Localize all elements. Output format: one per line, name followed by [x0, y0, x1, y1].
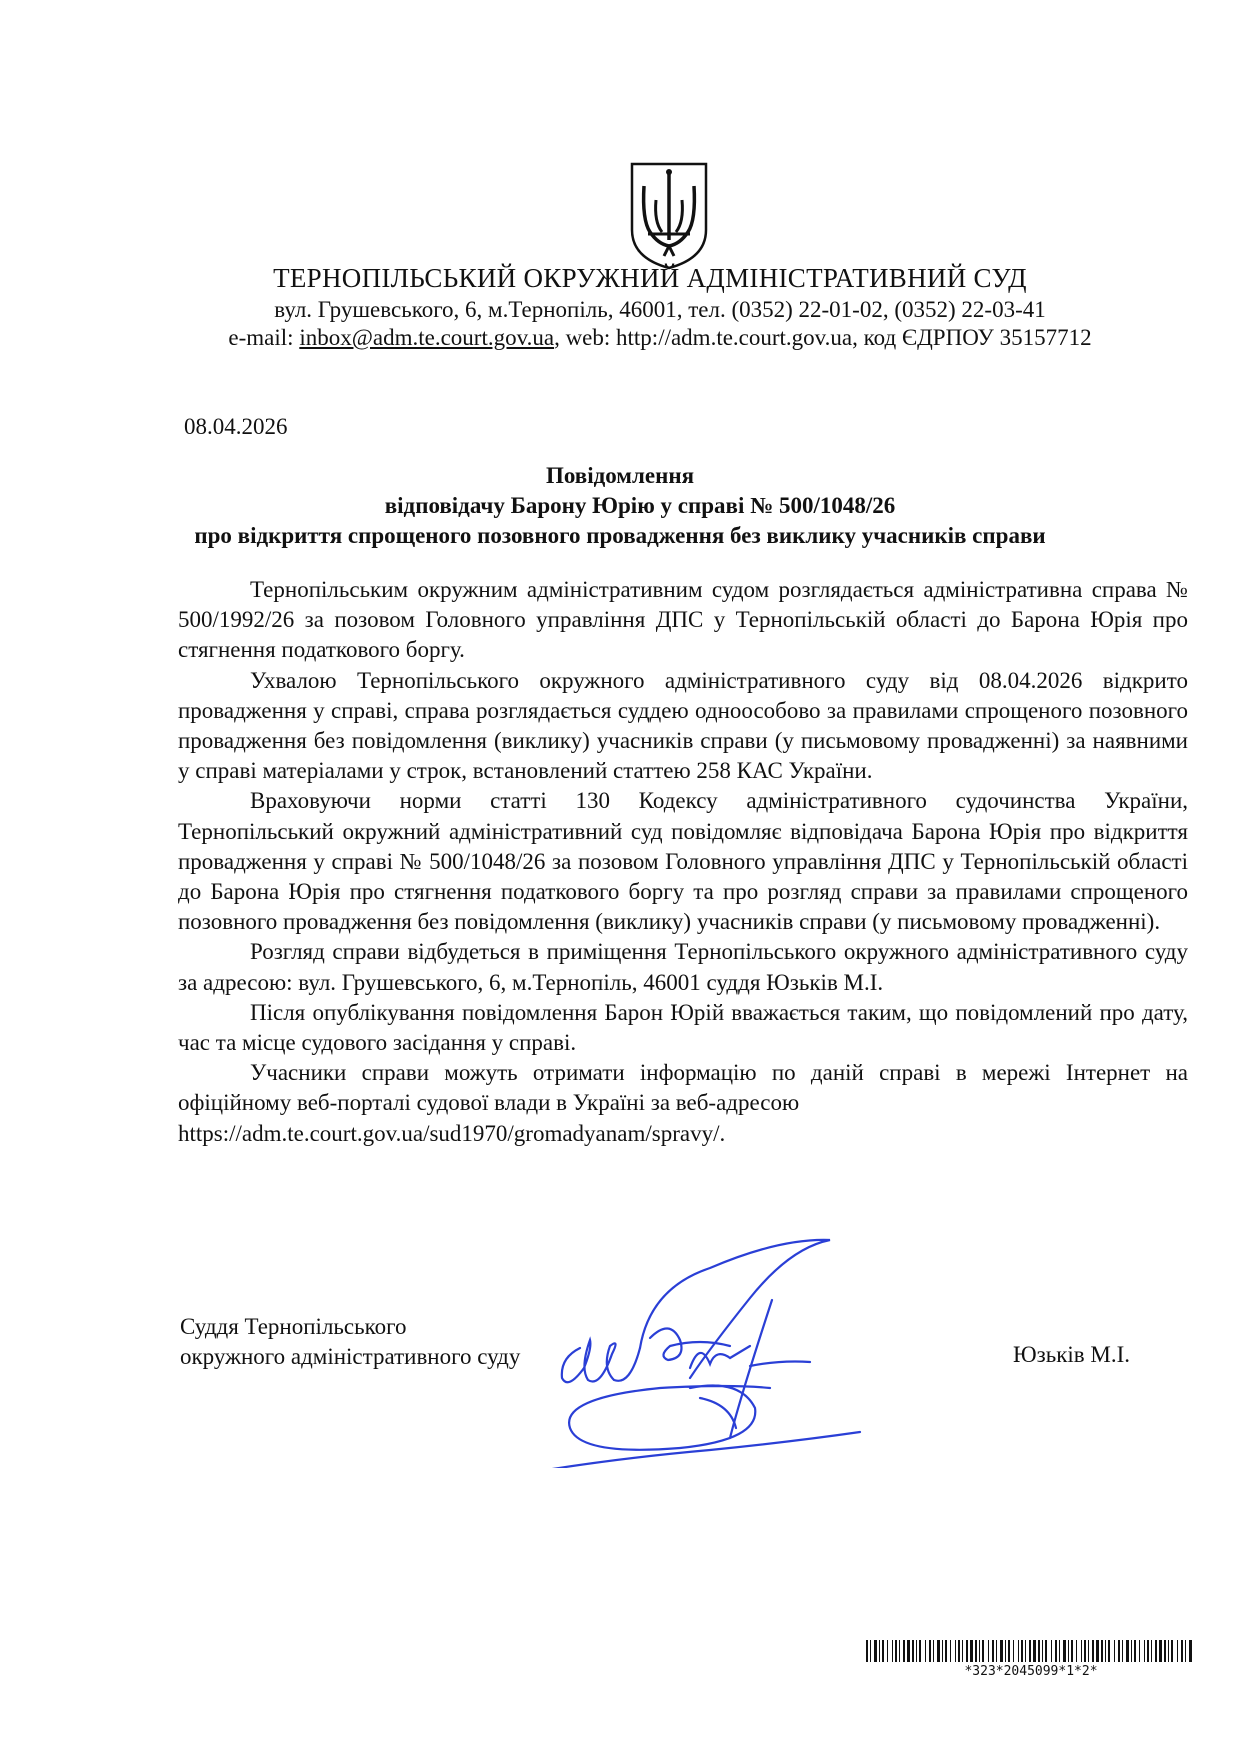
document-date: 08.04.2026	[184, 414, 288, 439]
barcode-bar	[1144, 1640, 1145, 1662]
barcode-bar	[1101, 1640, 1103, 1662]
barcode-bar	[1029, 1640, 1031, 1662]
notice-title: Повідомлення	[545, 463, 695, 488]
paragraph-5: Після опублікування повідомлення Барон Юрій вважається таким, що повідомлений про дату, час та місце судового засідання у справі.	[178, 999, 1188, 1056]
barcode-bar	[1181, 1640, 1183, 1662]
paragraph-4: Розгляд справи відбудеться в приміщення Тернопільського окружного адміністративного суду за адресою: вул. Грушевського, 6, м.Тернопіль, 46001 суддя Юзьків М.І.	[178, 939, 1188, 995]
barcode-bar	[1171, 1640, 1173, 1662]
barcode-bar	[916, 1640, 917, 1662]
barcode-number: *323*2045099*1*2*	[964, 1664, 1098, 1679]
barcode-bar	[1063, 1640, 1066, 1662]
barcode-bar	[1122, 1640, 1123, 1662]
barcode-bar	[1114, 1640, 1115, 1662]
barcode-bar	[1164, 1640, 1166, 1662]
barcode-bar	[937, 1640, 940, 1662]
barcode-bar	[1155, 1640, 1157, 1662]
barcode-bar	[1068, 1640, 1069, 1662]
barcode-bar	[988, 1640, 989, 1662]
court-portal-url[interactable]: https://adm.te.court.gov.ua/sud1970/gromadyanam/spravy/.	[178, 1120, 726, 1146]
barcode-bar	[1018, 1640, 1019, 1662]
barcode-bar	[874, 1640, 877, 1662]
barcode-bar	[1134, 1640, 1136, 1662]
barcode-bar	[962, 1640, 963, 1662]
court-contacts	[0, 325, 1240, 351]
court-name: ТЕРНОПІЛЬСЬКИЙ ОКРУЖНИЙ АДМІНІСТРАТИВНИЙ СУД	[273, 263, 1027, 293]
judge-name: Юзьків М.І.	[1013, 1342, 1130, 1367]
barcode-bar	[1076, 1640, 1077, 1662]
barcode-bar	[903, 1640, 905, 1662]
barcode-bar	[929, 1640, 931, 1662]
barcode-bar	[950, 1640, 951, 1662]
barcode-bar	[933, 1640, 934, 1662]
barcode-bar	[1139, 1640, 1140, 1662]
barcode-bar	[1071, 1640, 1073, 1662]
barcode-bar	[979, 1640, 980, 1662]
barcode-bar	[1168, 1640, 1169, 1662]
barcode-bar	[1084, 1640, 1086, 1662]
barcode-bar	[1088, 1640, 1089, 1662]
barcode-bar	[955, 1640, 956, 1662]
barcode-bar	[1008, 1640, 1010, 1662]
paragraph-1: Тернопільським окружним адміністративним судом розглядається адміністративна справа № 500/1992/26 за позовом Головного управління ДПС у Тернопільській області до Барона Юрія про стягнення податкового боргу.	[178, 577, 1188, 663]
barcode-bar	[975, 1640, 977, 1662]
barcode-bar	[1177, 1640, 1178, 1662]
barcode-bar	[925, 1640, 926, 1662]
barcode-bar	[945, 1640, 947, 1662]
court-address: вул. Грушевського, 6, м.Тернопіль, 46001, тел. (0352) 22-01-02, (0352) 22-03-41	[274, 297, 1046, 322]
barcode-bar	[1051, 1640, 1052, 1662]
barcode-bar	[866, 1640, 868, 1662]
judge-position	[180, 1312, 520, 1372]
barcode-bar	[1126, 1640, 1129, 1662]
trident-coat-of-arms-icon	[628, 160, 710, 272]
barcode-bar	[1131, 1640, 1132, 1662]
paragraph-2: Ухвалою Тернопільського окружного адміністративного суду від 08.04.2026 відкрито провадження у справі, справа розглядається суддею одноособово за правилами спрощеного позовного провадження без повідомлення (виклику) учасників справи (у письмовому провадженні) за наявними у справі матеріалами у строк, встановлений статтею 258 КАС України.	[178, 667, 1188, 784]
barcode-bar	[1055, 1640, 1057, 1662]
barcode-bar	[1118, 1640, 1120, 1662]
notice-body	[178, 575, 1188, 1149]
barcode-bar	[982, 1640, 984, 1662]
barcode-bar	[1013, 1640, 1014, 1662]
web-and-code: , web: http://adm.te.court.gov.ua, код ЄДРПОУ 35157712	[554, 325, 1092, 350]
handwritten-signature	[540, 1228, 870, 1468]
barcode-bar	[1033, 1640, 1036, 1662]
notice-subtitle: відповідачу Барону Юрію у справі № 500/1048/26	[384, 493, 896, 518]
barcode-bar	[1151, 1640, 1152, 1662]
barcode-bar	[1059, 1640, 1060, 1662]
judge-position-line-1: Суддя Тернопільського	[180, 1314, 407, 1339]
barcode-bar	[992, 1640, 994, 1662]
barcode-bar	[879, 1640, 880, 1662]
email-label: e-mail:	[228, 325, 300, 350]
barcode-bar	[882, 1640, 884, 1662]
document-barcode	[866, 1640, 1196, 1662]
barcode-bar	[1105, 1640, 1106, 1662]
barcode-bar	[892, 1640, 893, 1662]
barcode-bar	[907, 1640, 910, 1662]
barcode-bar	[919, 1640, 921, 1662]
barcode-bar	[1042, 1640, 1043, 1662]
barcode-bar	[1185, 1640, 1186, 1662]
barcode-bar	[942, 1640, 943, 1662]
barcode-bar	[1005, 1640, 1006, 1662]
barcode-bar	[1081, 1640, 1082, 1662]
barcode-bar	[970, 1640, 973, 1662]
barcode-bar	[1045, 1640, 1047, 1662]
paragraph-6: Учасники справи можуть отримати інформацію по даній справі в мережі Інтернет на офіційному веб-порталі судової влади в Україні за веб-адресою	[178, 1060, 1188, 1116]
barcode-bar	[887, 1640, 888, 1662]
judge-position-line-2: окружного адміністративного суду	[180, 1344, 521, 1369]
barcode-bar	[895, 1640, 897, 1662]
email-link[interactable]: inbox@adm.te.court.gov.ua	[299, 325, 555, 350]
barcode-bar	[870, 1640, 871, 1662]
barcode-bar	[912, 1640, 914, 1662]
notice-subject: про відкриття спрощеного позовного провадження без виклику учасників справи	[194, 523, 1046, 548]
barcode-bar	[1147, 1640, 1149, 1662]
barcode-bar	[1096, 1640, 1099, 1662]
barcode-bar	[996, 1640, 997, 1662]
barcode-bar	[1108, 1640, 1110, 1662]
barcode-bar	[958, 1640, 960, 1662]
barcode-bar	[1092, 1640, 1094, 1662]
barcode-bar	[966, 1640, 968, 1662]
barcode-bar	[1025, 1640, 1026, 1662]
barcode-bar	[1189, 1640, 1192, 1662]
barcode-bar	[1159, 1640, 1162, 1662]
barcode-bar	[899, 1640, 900, 1662]
paragraph-3: Враховуючи норми статті 130 Кодексу адміністративного судочинства України, Тернопільський окружний адміністративний суд повідомляє відповідача Барона Юрія про відкриття провадження у справі № 500/1048/26 за позовом Головного управління ДПС у Тернопільській області до Барона Юрія про стягнення податкового боргу та про розгляд справи за правилами спрощеного позовного провадження без повідомлення (виклику) учасників справи (у письмовому провадженні).	[178, 788, 1188, 935]
barcode-bar	[1021, 1640, 1023, 1662]
barcode-bar	[1038, 1640, 1040, 1662]
barcode-bar	[1000, 1640, 1003, 1662]
